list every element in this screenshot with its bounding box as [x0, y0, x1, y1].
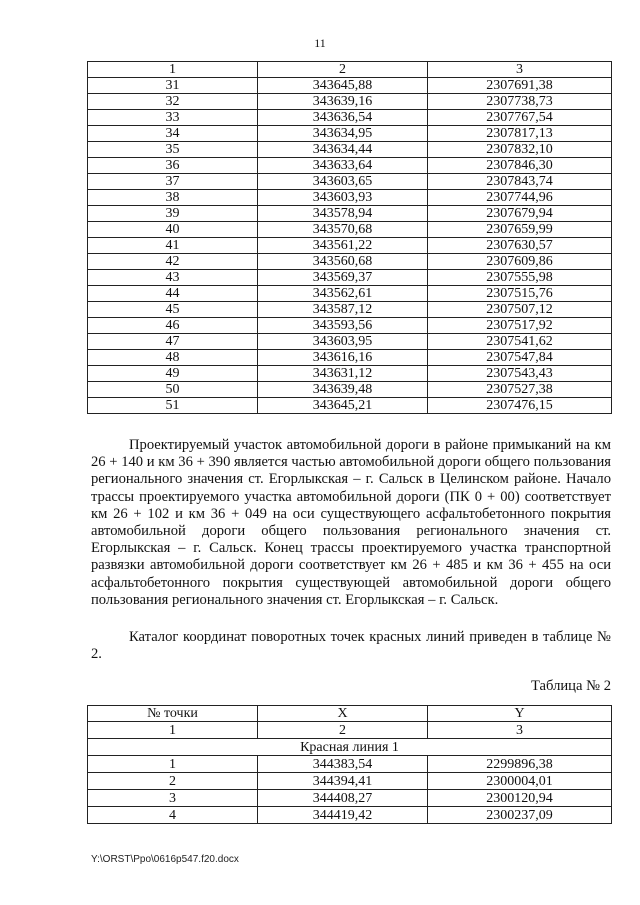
- point-number-cell: 46: [88, 318, 258, 334]
- table-row: [88, 366, 612, 382]
- x-coordinate-cell: 343631,12: [258, 366, 428, 382]
- y-coordinate-cell: 2307767,54: [428, 110, 612, 126]
- point-number-cell: 50: [88, 382, 258, 398]
- x-coordinate-cell: 343560,68: [258, 254, 428, 270]
- point-number-cell: 42: [88, 254, 258, 270]
- red-lines-coordinates-table: [87, 705, 612, 824]
- y-coordinate-cell: 2307541,62: [428, 334, 612, 350]
- road-description-paragraph: Проектируемый участок автомобильной дороги в районе примыканий на км 26 + 140 и км 36 + 390 является частью автомобильной дороги общего пользования регионального значения ст. Егорлыкская – г. Сальск в Целинском районе. Начало трассы проектируемого участка автомобильной дороги (ПК 0 + 00) соответствует км 26 + 102 и км 36 + 049 на оси существующего асфальтобетонного покрытия автомобильной дороги общего пользования регионального значения ст. Егорлыкская – г. Сальск. Конец трассы проектируемого участка транспортной развязки автомобильной дороги соответствует км 26 + 485 и км 36 + 455 на оси асфальтобетонного покрытия существующей автомобильной дороги общего пользования регионального значения ст. Егорлыкская – г. Сальск.: [91, 437, 611, 608]
- table-header-row: [88, 62, 612, 78]
- x-coordinate-cell: 343616,16: [258, 350, 428, 366]
- table-row: [88, 807, 612, 824]
- table-row: [88, 756, 612, 773]
- y-coordinate-cell: 2307555,98: [428, 270, 612, 286]
- point-number-cell: 32: [88, 94, 258, 110]
- y-coordinate-cell: 2307846,30: [428, 158, 612, 174]
- table-row: [88, 126, 612, 142]
- column-number-2: 2: [258, 62, 428, 78]
- y-coordinate-cell: 2307659,99: [428, 222, 612, 238]
- x-coordinate-cell: 343603,95: [258, 334, 428, 350]
- column-number-1: 1: [88, 62, 258, 78]
- table-row: [88, 222, 612, 238]
- x-coordinate-cell: 344419,42: [258, 807, 428, 824]
- red-line-section-title: Красная линия 1: [88, 739, 612, 756]
- x-coordinate-cell: 343587,12: [258, 302, 428, 318]
- point-number-cell: 1: [88, 756, 258, 773]
- table-row: [88, 254, 612, 270]
- point-number-cell: 33: [88, 110, 258, 126]
- point-number-cell: 39: [88, 206, 258, 222]
- point-number-header: № точки: [88, 706, 258, 722]
- table-row: [88, 790, 612, 807]
- page-number: 11: [314, 36, 326, 50]
- point-number-cell: 31: [88, 78, 258, 94]
- table1-body: [88, 78, 612, 414]
- point-number-cell: 37: [88, 174, 258, 190]
- y-header: Y: [428, 706, 612, 722]
- x-coordinate-cell: 343569,37: [258, 270, 428, 286]
- table-row: [88, 270, 612, 286]
- table-row: [88, 773, 612, 790]
- point-number-cell: 4: [88, 807, 258, 824]
- point-number-cell: 45: [88, 302, 258, 318]
- x-coordinate-cell: 343578,94: [258, 206, 428, 222]
- table2-number-row: [88, 722, 612, 739]
- point-number-cell: 48: [88, 350, 258, 366]
- x-coordinate-cell: 343634,95: [258, 126, 428, 142]
- y-coordinate-cell: 2307527,38: [428, 382, 612, 398]
- x-coordinate-cell: 343639,16: [258, 94, 428, 110]
- document-file-path: Y:\ORST\Ppo\0616p547.f20.docx: [91, 854, 239, 865]
- y-coordinate-cell: 2307817,13: [428, 126, 612, 142]
- table2-header-row: [88, 706, 612, 722]
- y-coordinate-cell: 2307738,73: [428, 94, 612, 110]
- x-coordinate-cell: 343645,88: [258, 78, 428, 94]
- x-coordinate-cell: 343603,65: [258, 174, 428, 190]
- table-row: [88, 238, 612, 254]
- y-coordinate-cell: 2307515,76: [428, 286, 612, 302]
- point-number-cell: 44: [88, 286, 258, 302]
- table-row: [88, 174, 612, 190]
- y-coordinate-cell: 2307679,94: [428, 206, 612, 222]
- point-number-cell: 2: [88, 773, 258, 790]
- table-row: [88, 286, 612, 302]
- y-coordinate-cell: 2307507,12: [428, 302, 612, 318]
- table-row: [88, 382, 612, 398]
- y-coordinate-cell: 2307832,10: [428, 142, 612, 158]
- x-coordinate-cell: 343636,54: [258, 110, 428, 126]
- x-coordinate-cell: 344408,27: [258, 790, 428, 807]
- x-coordinate-cell: 343634,44: [258, 142, 428, 158]
- point-number-cell: 51: [88, 398, 258, 414]
- point-number-cell: 35: [88, 142, 258, 158]
- table-row: [88, 350, 612, 366]
- column-number-3: 3: [428, 722, 612, 739]
- point-number-cell: 3: [88, 790, 258, 807]
- y-coordinate-cell: 2307744,96: [428, 190, 612, 206]
- table-row: [88, 302, 612, 318]
- y-coordinate-cell: 2300004,01: [428, 773, 612, 790]
- x-coordinate-cell: 343645,21: [258, 398, 428, 414]
- table-row: [88, 334, 612, 350]
- point-number-cell: 43: [88, 270, 258, 286]
- x-coordinate-cell: 343561,22: [258, 238, 428, 254]
- x-header: X: [258, 706, 428, 722]
- x-coordinate-cell: 343562,61: [258, 286, 428, 302]
- section-title-row: [88, 739, 612, 756]
- table-row: [88, 110, 612, 126]
- y-coordinate-cell: 2307517,92: [428, 318, 612, 334]
- point-number-cell: 38: [88, 190, 258, 206]
- x-coordinate-cell: 343633,64: [258, 158, 428, 174]
- y-coordinate-cell: 2307476,15: [428, 398, 612, 414]
- point-number-cell: 41: [88, 238, 258, 254]
- table-row: [88, 190, 612, 206]
- y-coordinate-cell: 2307691,38: [428, 78, 612, 94]
- x-coordinate-cell: 344383,54: [258, 756, 428, 773]
- table-row: [88, 78, 612, 94]
- point-number-cell: 36: [88, 158, 258, 174]
- table-row: [88, 158, 612, 174]
- x-coordinate-cell: 343639,48: [258, 382, 428, 398]
- y-coordinate-cell: 2307547,84: [428, 350, 612, 366]
- y-coordinate-cell: 2299896,38: [428, 756, 612, 773]
- table-row: [88, 398, 612, 414]
- table2-caption: Таблица № 2: [531, 678, 611, 694]
- table-row: [88, 318, 612, 334]
- column-number-1: 1: [88, 722, 258, 739]
- coordinates-table-continued: [87, 61, 612, 414]
- y-coordinate-cell: 2307843,74: [428, 174, 612, 190]
- point-number-cell: 47: [88, 334, 258, 350]
- table-row: [88, 142, 612, 158]
- y-coordinate-cell: 2307630,57: [428, 238, 612, 254]
- y-coordinate-cell: 2307543,43: [428, 366, 612, 382]
- table-row: [88, 206, 612, 222]
- x-coordinate-cell: 343593,56: [258, 318, 428, 334]
- column-number-3: 3: [428, 62, 612, 78]
- x-coordinate-cell: 344394,41: [258, 773, 428, 790]
- point-number-cell: 34: [88, 126, 258, 142]
- y-coordinate-cell: 2300120,94: [428, 790, 612, 807]
- x-coordinate-cell: 343603,93: [258, 190, 428, 206]
- point-number-cell: 49: [88, 366, 258, 382]
- table-row: [88, 94, 612, 110]
- column-number-2: 2: [258, 722, 428, 739]
- catalog-reference-paragraph: Каталог координат поворотных точек красных линий приведен в таблице № 2.: [91, 629, 611, 663]
- x-coordinate-cell: 343570,68: [258, 222, 428, 238]
- y-coordinate-cell: 2300237,09: [428, 807, 612, 824]
- table2-body: [88, 756, 612, 824]
- y-coordinate-cell: 2307609,86: [428, 254, 612, 270]
- point-number-cell: 40: [88, 222, 258, 238]
